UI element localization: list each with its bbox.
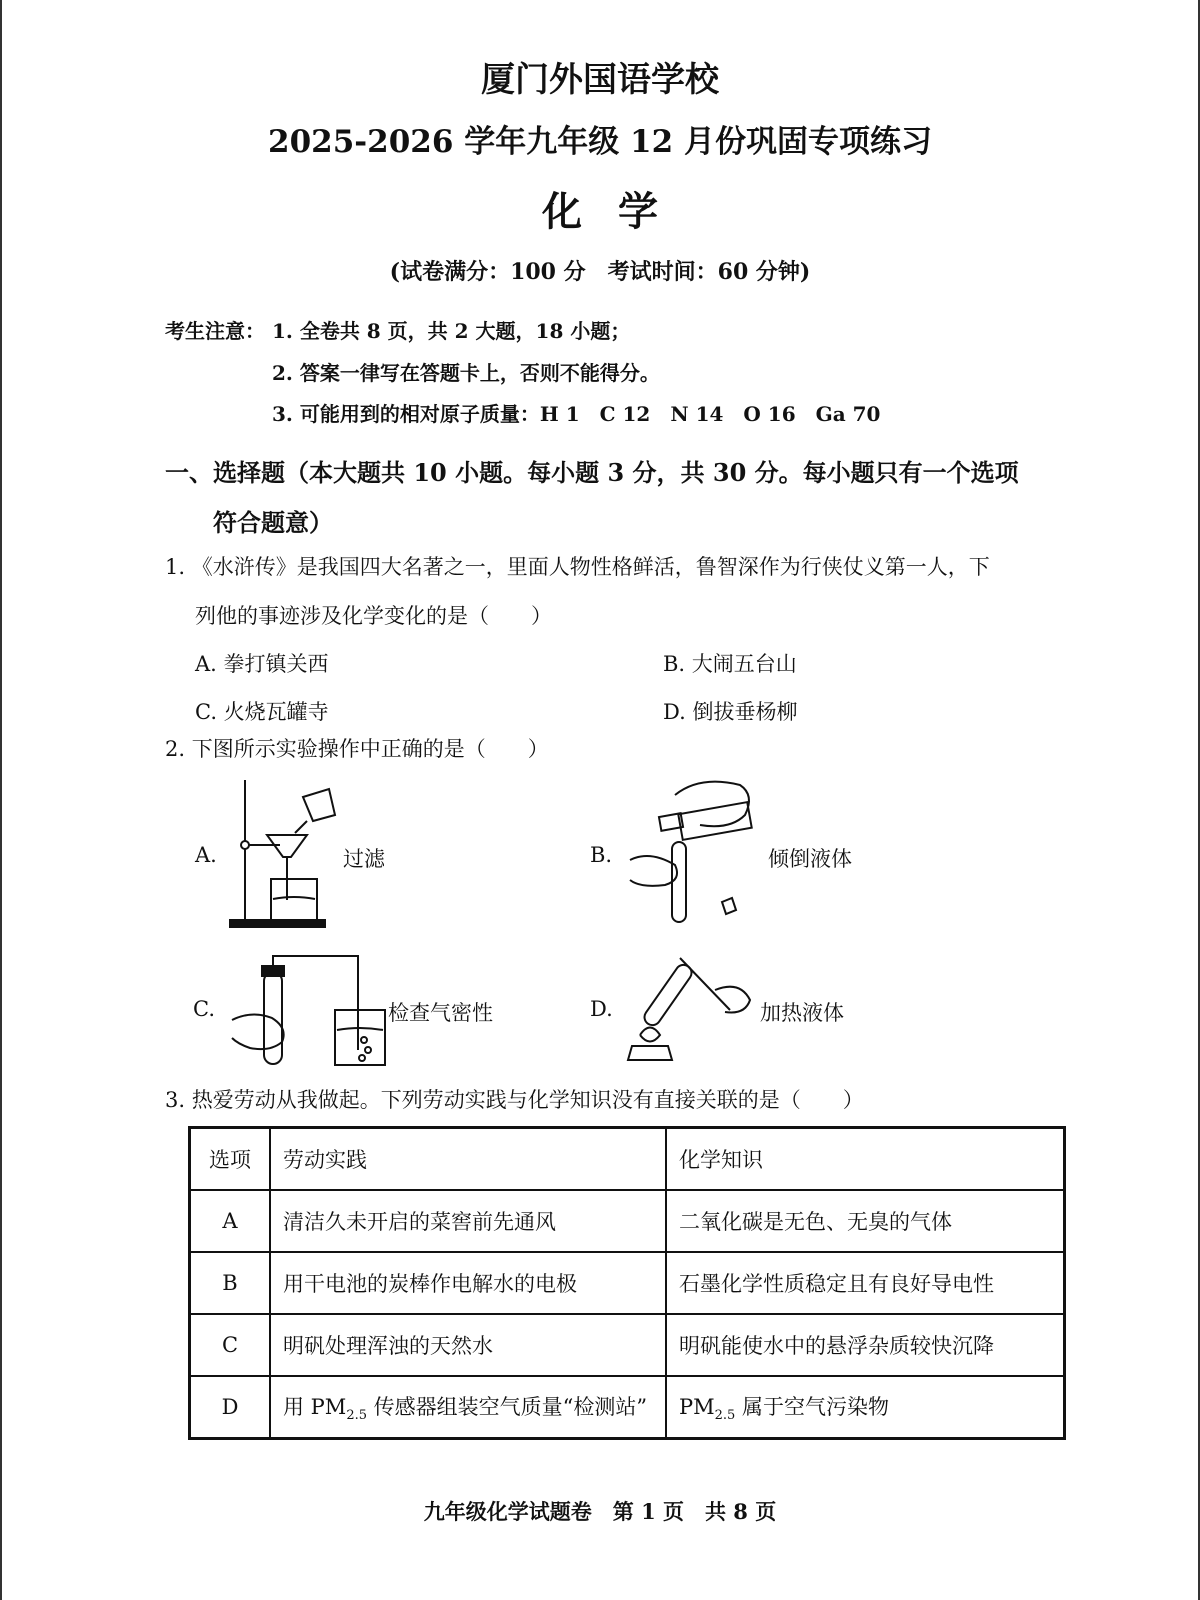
subject-title: 化学 <box>542 188 694 235</box>
heating-liquid-illustration <box>620 950 760 1070</box>
q2-stem: 2. 下图所示实验操作中正确的是（ ） <box>165 737 549 761</box>
q2-fig-c-label: C. <box>193 997 215 1021</box>
row-b-practice: 用干电池的炭棒作电解水的电极 <box>270 1252 666 1314</box>
note-item-1: 1. 全卷共 8 页，共 2 大题，18 小题； <box>272 319 631 343</box>
row-a-knowledge: 二氧化碳是无色、无臭的气体 <box>666 1190 1065 1252</box>
q2-fig-d-label: D. <box>590 997 613 1021</box>
q2-fig-b-caption: 倾倒液体 <box>768 847 852 871</box>
exam-title: 2025-2026 学年九年级 12 月份巩固专项练习 <box>268 124 932 160</box>
row-d-option: D <box>190 1376 271 1439</box>
filtration-apparatus-illustration <box>225 775 345 935</box>
row-d-knowledge-pre: PM <box>679 1394 715 1419</box>
header-knowledge: 化学知识 <box>666 1128 1065 1191</box>
row-c-practice: 明矾处理浑浊的天然水 <box>270 1314 666 1376</box>
q1-stem-cont: 列他的事迹涉及化学变化的是（ ） <box>195 604 552 628</box>
table-row <box>190 1376 1065 1439</box>
section1-heading: 一、选择题（本大题共 10 小题。每小题 3 分，共 30 分。每小题只有一个选项 <box>165 458 1019 487</box>
q3-stem: 3. 热爱劳动从我做起。下列劳动实践与化学知识没有直接关联的是（ ） <box>165 1088 864 1112</box>
table-row <box>190 1252 1065 1314</box>
q1-option-b: B. 大闹五台山 <box>663 652 797 676</box>
row-d-practice-sub: 2.5 <box>346 1408 367 1424</box>
notes-prefix: 考生注意： <box>165 319 265 343</box>
table-row <box>190 1314 1065 1376</box>
section1-heading-cont: 符合题意） <box>213 508 333 537</box>
school-name: 厦门外国语学校 <box>481 60 719 100</box>
header-option: 选项 <box>190 1128 271 1191</box>
note-item-3: 3. 可能用到的相对原子质量：H 1 C 12 N 14 O 16 Ga 70 <box>272 402 881 426</box>
pouring-liquid-illustration <box>620 770 770 935</box>
q1-option-c: C. 火烧瓦罐寺 <box>195 700 329 724</box>
row-b-option: B <box>190 1252 271 1314</box>
q3-table <box>188 1126 1066 1440</box>
header-practice: 劳动实践 <box>270 1128 666 1191</box>
row-d-knowledge-post: 属于空气污染物 <box>735 1394 890 1419</box>
q2-fig-a-caption: 过滤 <box>343 847 385 871</box>
q2-fig-b-label: B. <box>590 843 613 867</box>
exam-meta: (试卷满分：100 分 考试时间：60 分钟) <box>389 259 811 285</box>
row-d-knowledge <box>666 1376 1065 1439</box>
q1-option-d: D. 倒拔垂杨柳 <box>663 700 798 724</box>
row-d-knowledge-sub: 2.5 <box>714 1408 736 1424</box>
q1-stem: 1. 《水浒传》是我国四大名著之一，里面人物性格鲜活，鲁智深作为行侠仗义第一人，下 <box>165 555 990 579</box>
q2-fig-a-label: A. <box>195 843 217 867</box>
note-item-2: 2. 答案一律写在答题卡上，否则不能得分。 <box>272 361 660 385</box>
row-d-practice-post: 传感器组装空气质量“检测站” <box>367 1394 648 1419</box>
row-d-practice <box>270 1376 666 1439</box>
q1-option-a: A. 拳打镇关西 <box>195 652 329 676</box>
page-footer: 九年级化学试题卷 第 1 页 共 8 页 <box>423 1499 777 1524</box>
row-a-practice: 清洁久未开启的菜窖前先通风 <box>270 1190 666 1252</box>
row-c-knowledge: 明矾能使水中的悬浮杂质较快沉降 <box>666 1314 1065 1376</box>
row-a-option: A <box>190 1190 271 1252</box>
left-page-edge <box>0 0 2 1600</box>
q2-fig-d-caption: 加热液体 <box>760 1001 844 1025</box>
table-row <box>190 1190 1065 1252</box>
q2-fig-c-caption: 检查气密性 <box>388 1001 493 1025</box>
row-b-knowledge: 石墨化学性质稳定且有良好导电性 <box>666 1252 1065 1314</box>
airtightness-check-illustration <box>230 950 390 1070</box>
table-header-row <box>190 1128 1065 1191</box>
row-c-option: C <box>190 1314 271 1376</box>
row-d-practice-pre: 用 PM <box>283 1394 347 1419</box>
